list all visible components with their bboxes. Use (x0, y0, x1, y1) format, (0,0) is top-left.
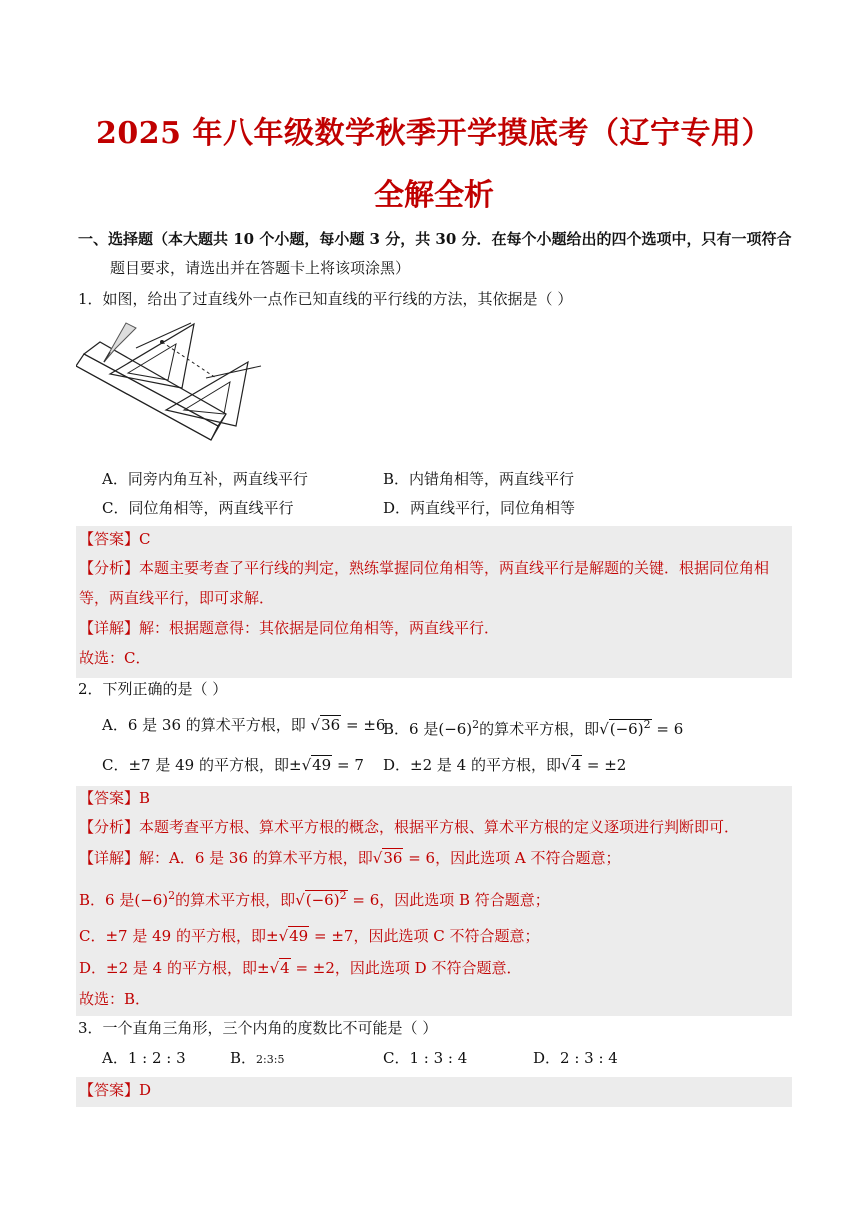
q1-detail: 【详解】解：根据题意得：其依据是同位角相等，两直线平行． (79, 619, 500, 637)
document-subtitle: 全解全析 (374, 178, 494, 213)
q2-option-d: D．±2 是 4 的平方根，即√4 = ±2 (383, 756, 627, 774)
q3-answer: 【答案】D (79, 1081, 152, 1099)
question-1-stem: 1．如图，给出了过直线外一点作已知直线的平行线的方法，其依据是（ ） (78, 290, 573, 308)
question-2-stem: 2．下列正确的是（ ） (78, 680, 228, 698)
q1-option-c: C．同位角相等，两直线平行 (102, 499, 294, 517)
q1-option-a: A．同旁内角互补，两直线平行 (102, 470, 308, 488)
q1-option-d: D．两直线平行，同位角相等 (383, 499, 576, 517)
q2-option-a: A．6 是 36 的算术平方根，即 √36 = ±6 (102, 716, 386, 734)
q2-option-c: C．±7 是 49 的平方根，即±√49 = 7 (102, 756, 364, 774)
section-heading: 一、选择题（本大题共 10 个小题，每小题 3 分，共 30 分．在每个小题给出的四个选项中，只有一项符合 (78, 230, 792, 248)
q3-option-d: D．2 : 3 : 4 (533, 1049, 618, 1067)
q2-detail-d: D．±2 是 4 的平方根，即±√4 = ±2，因此选项 D 不符合题意． (79, 959, 522, 977)
parallel-ruler-figure (76, 318, 276, 468)
question-3-stem: 3．一个直角三角形，三个内角的度数比不可能是（ ） (78, 1019, 438, 1037)
section-heading-cont: 题目要求，请选出并在答题卡上将该项涂黑） (110, 259, 411, 277)
q1-analysis-cont: 等，两直线平行，即可求解． (79, 589, 275, 607)
q1-answer: 【答案】C (79, 530, 151, 548)
q3-option-c: C．1 : 3 : 4 (383, 1049, 468, 1067)
q1-conclusion: 故选：C． (79, 649, 151, 667)
q2-analysis: 【分析】本题考查平方根、算术平方根的概念，根据平方根、算术平方根的定义逐项进行判断即可． (79, 818, 740, 836)
q2-option-b: B．6 是$(-6)^2$的算术平方根，即$√(-6)^2 = 6$ (383, 718, 684, 738)
q3-option-a: A．1 : 2 : 3 (102, 1049, 186, 1067)
q2-detail-c: C．±7 是 49 的平方根，即±√49 = ±7，因此选项 C 不符合题意； (79, 927, 540, 945)
q1-option-b: B．内错角相等，两直线平行 (383, 470, 575, 488)
document-title: 2025 年八年级数学秋季开学摸底考（辽宁专用） (96, 116, 772, 151)
q3-solution-box (76, 1077, 792, 1107)
q2-detail-b: B．6 是$(-6)^2$的算术平方根，即$√(-6)^2 = 6$，因此选项 B 符合题意； (79, 889, 550, 909)
q2-answer: 【答案】B (79, 789, 151, 807)
q2-detail-a: 【详解】解：A．6 是 36 的算术平方根，即√36 = 6，因此选项 A 不符合题意； (79, 849, 621, 867)
q2-conclusion: 故选：B． (79, 990, 151, 1008)
q1-analysis: 【分析】本题主要考查了平行线的判定，熟练掌握同位角相等，两直线平行是解题的关键．根据同位角相 (79, 559, 770, 577)
q3-option-b: B．2:3:5 (230, 1049, 285, 1067)
